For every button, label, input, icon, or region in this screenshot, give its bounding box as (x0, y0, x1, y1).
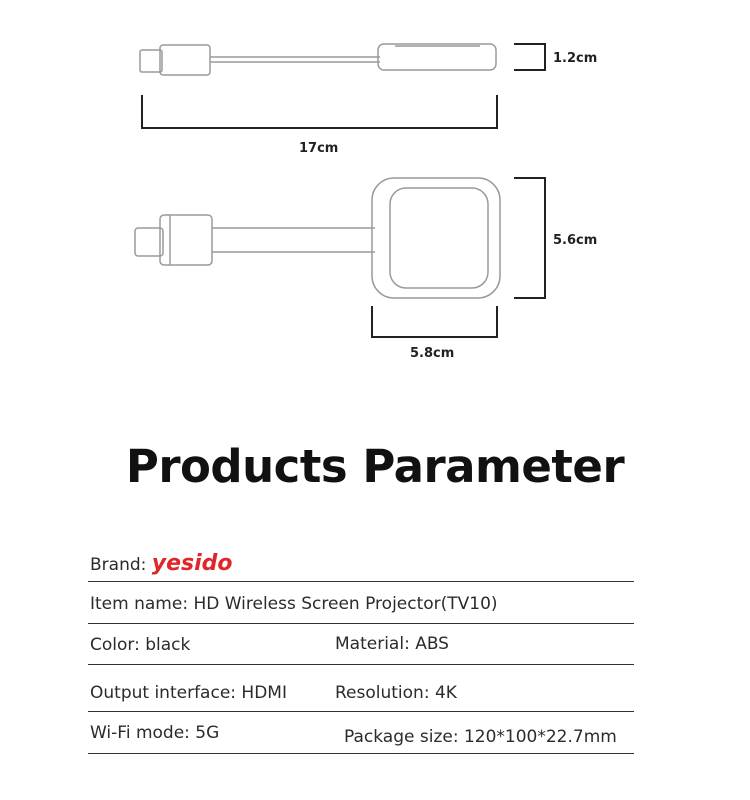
divider (88, 753, 634, 754)
param-package: Package size: 120*100*22.7mm (344, 727, 617, 747)
param-color: Color: black (90, 635, 191, 655)
dim-length: 17cm (299, 141, 339, 156)
param-material: Material: ABS (335, 634, 449, 654)
param-output: Output interface: HDMI (90, 683, 287, 703)
dim-height-side: 1.2cm (553, 51, 598, 66)
param-item-name: Item name: HD Wireless Screen Projector(TV10) (90, 594, 498, 614)
page-title: Products Parameter (125, 440, 625, 493)
param-brand (90, 551, 233, 576)
divider (88, 711, 634, 712)
dim-width-top: 5.8cm (410, 346, 455, 361)
param-resolution: Resolution: 4K (335, 683, 457, 703)
divider (88, 623, 634, 624)
dim-height-top: 5.6cm (553, 233, 598, 248)
brand-label: Brand: (90, 555, 147, 575)
divider (88, 581, 634, 582)
brand-logo: yesido (151, 551, 233, 576)
divider (88, 664, 634, 665)
param-wifi: Wi-Fi mode: 5G (90, 723, 220, 743)
